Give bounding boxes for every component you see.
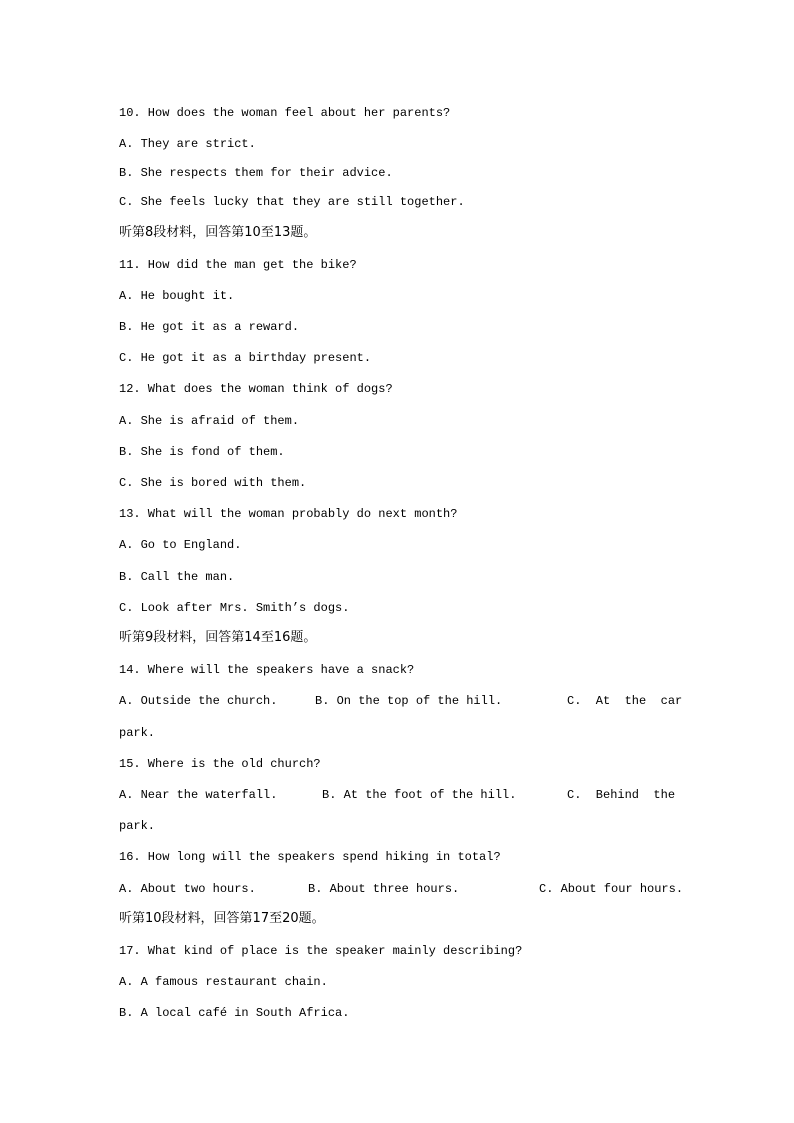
options-row-16 <box>119 879 684 899</box>
option-16a: A. About two hours. <box>119 882 256 896</box>
option-12c: C. She is bored with them. <box>119 476 307 490</box>
option-17a: A. A famous restaurant chain. <box>119 975 328 989</box>
options-row-14 <box>119 691 683 711</box>
option-11a: A. He bought it. <box>119 289 235 303</box>
question-12: 12. What does the woman think of dogs? <box>119 382 393 396</box>
option-12a: A. She is afraid of them. <box>119 414 300 428</box>
option-10c: C. She feels lucky that they are still together. <box>119 195 465 209</box>
option-14c: C. At the car <box>567 694 683 708</box>
question-13: 13. What will the woman probably do next month? <box>119 507 458 521</box>
option-14c-continued: park. <box>119 726 156 740</box>
question-10: 10. How does the woman feel about her parents? <box>119 106 451 120</box>
question-14: 14. Where will the speakers have a snack? <box>119 663 415 677</box>
section-instruction-9: 听第9段材料，回答第14至16题。 <box>119 630 317 645</box>
option-12b: B. She is fond of them. <box>119 445 285 459</box>
option-10a: A. They are strict. <box>119 137 256 151</box>
option-14b: B. On the top of the hill. <box>315 694 503 708</box>
option-13b: B. Call the man. <box>119 570 235 584</box>
question-11: 11. How did the man get the bike? <box>119 258 357 272</box>
option-16c: C. About four hours. <box>539 882 684 896</box>
question-15: 15. Where is the old church? <box>119 757 321 771</box>
question-16: 16. How long will the speakers spend hiking in total? <box>119 850 501 864</box>
option-11b: B. He got it as a reward. <box>119 320 300 334</box>
option-10b: B. She respects them for their advice. <box>119 166 393 180</box>
options-row-15 <box>119 785 675 805</box>
option-15a: A. Near the waterfall. <box>119 788 278 802</box>
option-17b: B. A local café in South Africa. <box>119 1006 350 1020</box>
section-instruction-10: 听第10段材料，回答第17至20题。 <box>119 911 325 926</box>
option-15c: C. Behind the <box>567 788 676 802</box>
option-13a: A. Go to England. <box>119 538 242 552</box>
option-16b: B. About three hours. <box>308 882 460 896</box>
section-instruction-8: 听第8段材料，回答第10至13题。 <box>119 225 317 240</box>
option-14a: A. Outside the church. <box>119 694 278 708</box>
option-11c: C. He got it as a birthday present. <box>119 351 372 365</box>
option-15b: B. At the foot of the hill. <box>322 788 517 802</box>
question-17: 17. What kind of place is the speaker mainly describing? <box>119 944 523 958</box>
option-15c-continued: park. <box>119 819 156 833</box>
option-13c: C. Look after Mrs. Smith’s dogs. <box>119 601 350 615</box>
